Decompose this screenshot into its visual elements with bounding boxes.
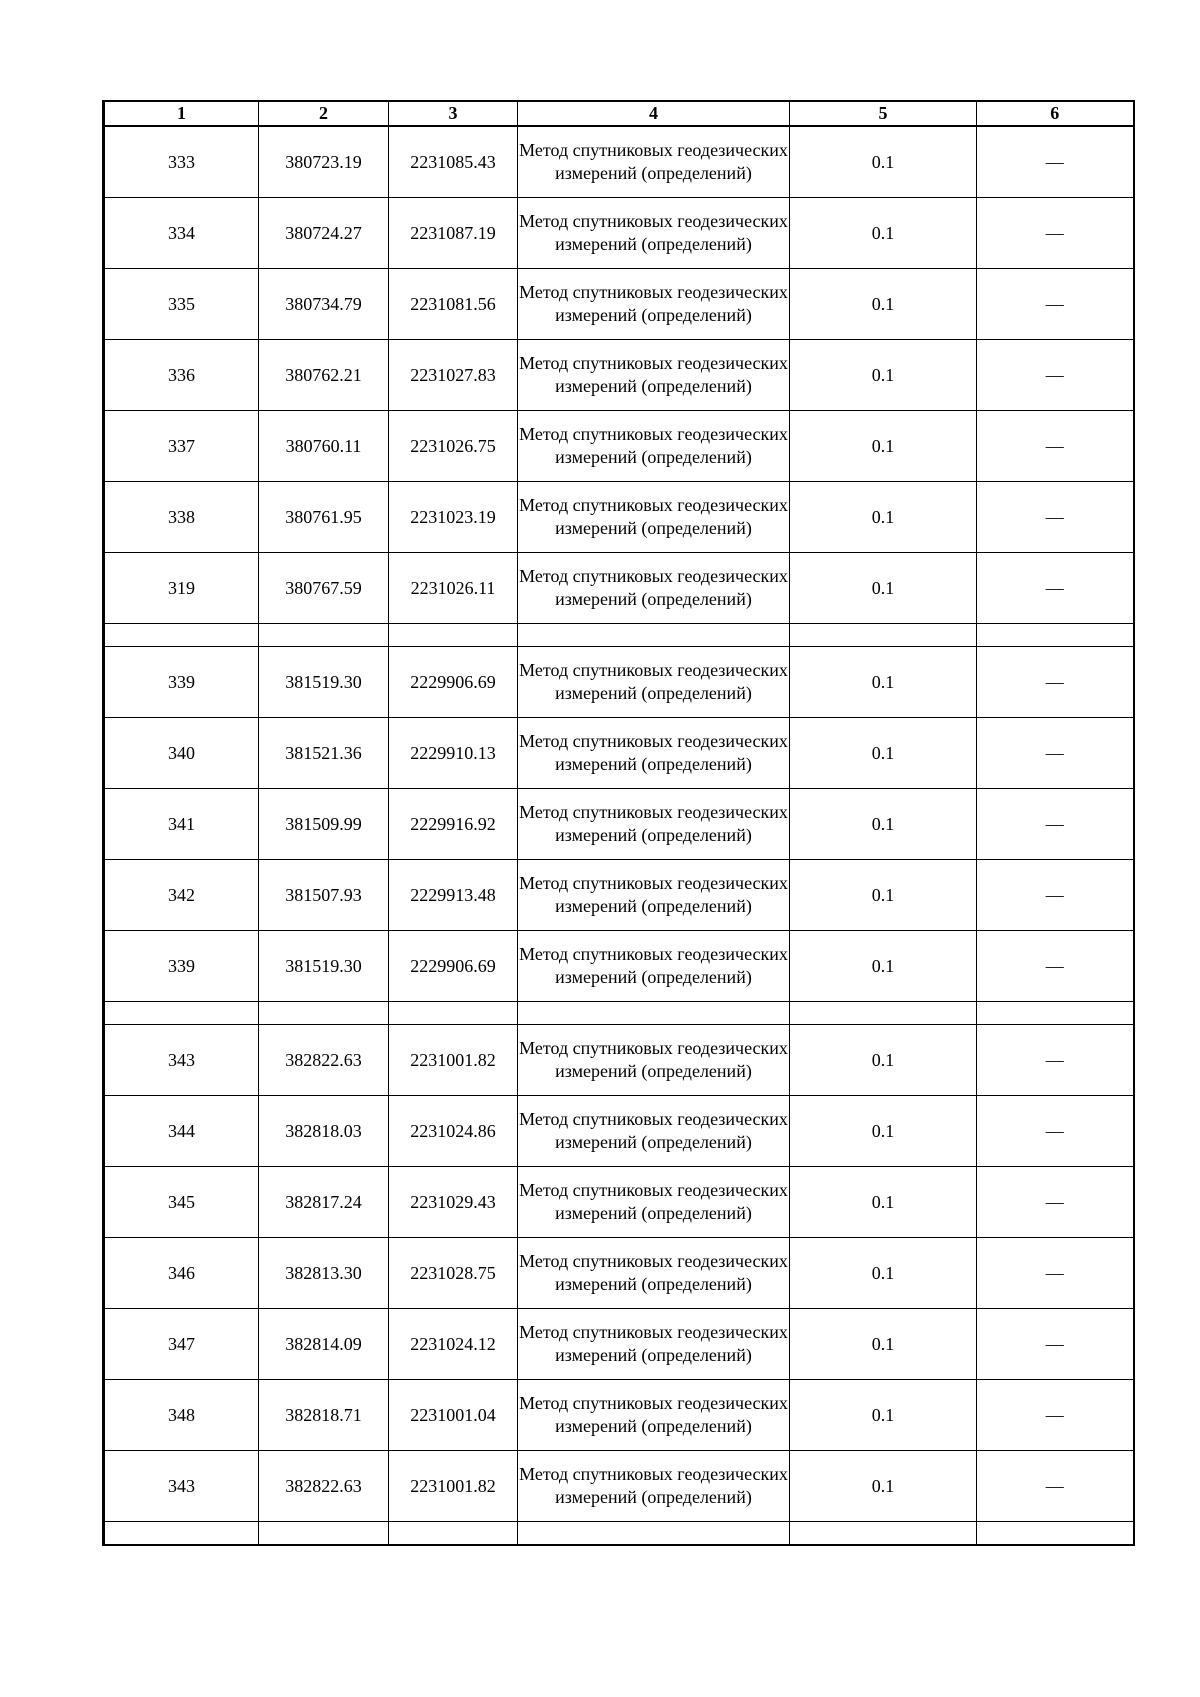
note-cell: — [977,1238,1134,1309]
accuracy-cell: 0.1 [790,553,977,624]
note-cell: — [977,198,1134,269]
y-coordinate-cell: 2231024.86 [389,1096,518,1167]
point-number-cell: 342 [104,860,259,931]
table-header [104,101,1134,126]
note-cell: — [977,340,1134,411]
coordinates-table [102,100,1135,1546]
point-number-cell: 339 [104,647,259,718]
accuracy-cell: 0.1 [790,1096,977,1167]
method-cell: Метод спутниковых геодезических измерений (определений) [518,482,790,553]
y-coordinate-cell: 2231087.19 [389,198,518,269]
table-row [104,269,1134,340]
x-coordinate-cell: 380723.19 [259,126,389,198]
point-number-cell: 338 [104,482,259,553]
accuracy-cell: 0.1 [790,269,977,340]
y-coordinate-cell: 2231026.11 [389,553,518,624]
table-row [104,860,1134,931]
note-cell: — [977,647,1134,718]
table-row [104,340,1134,411]
method-cell: Метод спутниковых геодезических измерений (определений) [518,860,790,931]
point-number-cell: 335 [104,269,259,340]
y-coordinate-cell: 2229916.92 [389,789,518,860]
x-coordinate-cell [259,1522,389,1546]
note-cell: — [977,1025,1134,1096]
x-coordinate-cell: 381509.99 [259,789,389,860]
x-coordinate-cell: 380760.11 [259,411,389,482]
x-coordinate-cell: 382822.63 [259,1451,389,1522]
header-row [104,101,1134,126]
method-cell [518,624,790,647]
note-cell [977,1002,1134,1025]
point-number-cell: 337 [104,411,259,482]
header-col-6: 6 [977,101,1134,126]
accuracy-cell: 0.1 [790,482,977,553]
header-col-4: 4 [518,101,790,126]
y-coordinate-cell: 2231001.82 [389,1451,518,1522]
x-coordinate-cell [259,624,389,647]
point-number-cell [104,1522,259,1546]
y-coordinate-cell: 2231001.04 [389,1380,518,1451]
x-coordinate-cell: 381507.93 [259,860,389,931]
accuracy-cell: 0.1 [790,1167,977,1238]
point-number-cell: 346 [104,1238,259,1309]
x-coordinate-cell: 380762.21 [259,340,389,411]
note-cell [977,624,1134,647]
note-cell: — [977,1451,1134,1522]
point-number-cell [104,624,259,647]
method-cell: Метод спутниковых геодезических измерений (определений) [518,789,790,860]
y-coordinate-cell: 2231028.75 [389,1238,518,1309]
y-coordinate-cell: 2231001.82 [389,1025,518,1096]
note-cell: — [977,931,1134,1002]
table-row [104,1167,1134,1238]
header-col-1: 1 [104,101,259,126]
accuracy-cell: 0.1 [790,1025,977,1096]
x-coordinate-cell: 381521.36 [259,718,389,789]
point-number-cell: 336 [104,340,259,411]
note-cell: — [977,789,1134,860]
note-cell: — [977,269,1134,340]
point-number-cell: 339 [104,931,259,1002]
y-coordinate-cell: 2231081.56 [389,269,518,340]
header-col-5: 5 [790,101,977,126]
accuracy-cell [790,1522,977,1546]
accuracy-cell [790,624,977,647]
point-number-cell: 341 [104,789,259,860]
y-coordinate-cell [389,1522,518,1546]
table-row [104,1096,1134,1167]
method-cell: Метод спутниковых геодезических измерений (определений) [518,1096,790,1167]
x-coordinate-cell: 380724.27 [259,198,389,269]
note-cell: — [977,1096,1134,1167]
point-number-cell: 319 [104,553,259,624]
y-coordinate-cell: 2229913.48 [389,860,518,931]
x-coordinate-cell: 382814.09 [259,1309,389,1380]
table-row [104,789,1134,860]
table-row [104,1380,1134,1451]
method-cell: Метод спутниковых геодезических измерений (определений) [518,1167,790,1238]
note-cell [977,1522,1134,1546]
accuracy-cell: 0.1 [790,1451,977,1522]
method-cell: Метод спутниковых геодезических измерений (определений) [518,553,790,624]
method-cell: Метод спутниковых геодезических измерений (определений) [518,1309,790,1380]
note-cell: — [977,482,1134,553]
accuracy-cell: 0.1 [790,647,977,718]
spacer-row [104,1522,1134,1546]
y-coordinate-cell: 2231085.43 [389,126,518,198]
method-cell: Метод спутниковых геодезических измерений (определений) [518,647,790,718]
table-row [104,1238,1134,1309]
y-coordinate-cell: 2231027.83 [389,340,518,411]
note-cell: — [977,860,1134,931]
x-coordinate-cell: 382818.03 [259,1096,389,1167]
y-coordinate-cell: 2231029.43 [389,1167,518,1238]
table-row [104,718,1134,789]
y-coordinate-cell: 2229910.13 [389,718,518,789]
method-cell: Метод спутниковых геодезических измерений (определений) [518,1380,790,1451]
method-cell: Метод спутниковых геодезических измерений (определений) [518,931,790,1002]
note-cell: — [977,411,1134,482]
method-cell [518,1002,790,1025]
accuracy-cell: 0.1 [790,789,977,860]
spacer-row [104,624,1134,647]
header-col-3: 3 [389,101,518,126]
method-cell: Метод спутниковых геодезических измерений (определений) [518,1451,790,1522]
y-coordinate-cell: 2231023.19 [389,482,518,553]
method-cell: Метод спутниковых геодезических измерений (определений) [518,1025,790,1096]
y-coordinate-cell: 2231024.12 [389,1309,518,1380]
point-number-cell: 333 [104,126,259,198]
table-row [104,126,1134,198]
table-row [104,1451,1134,1522]
note-cell: — [977,1380,1134,1451]
x-coordinate-cell: 381519.30 [259,647,389,718]
table-row [104,931,1134,1002]
method-cell: Метод спутниковых геодезических измерений (определений) [518,411,790,482]
table-row [104,647,1134,718]
x-coordinate-cell: 380761.95 [259,482,389,553]
note-cell: — [977,718,1134,789]
table-body [104,126,1134,1545]
accuracy-cell: 0.1 [790,1380,977,1451]
accuracy-cell: 0.1 [790,1309,977,1380]
accuracy-cell: 0.1 [790,411,977,482]
method-cell: Метод спутниковых геодезических измерений (определений) [518,126,790,198]
y-coordinate-cell: 2229906.69 [389,931,518,1002]
note-cell: — [977,126,1134,198]
header-col-2: 2 [259,101,389,126]
point-number-cell: 348 [104,1380,259,1451]
x-coordinate-cell: 380734.79 [259,269,389,340]
x-coordinate-cell: 382813.30 [259,1238,389,1309]
point-number-cell: 344 [104,1096,259,1167]
accuracy-cell: 0.1 [790,860,977,931]
point-number-cell [104,1002,259,1025]
accuracy-cell: 0.1 [790,126,977,198]
y-coordinate-cell: 2229906.69 [389,647,518,718]
accuracy-cell: 0.1 [790,198,977,269]
x-coordinate-cell [259,1002,389,1025]
x-coordinate-cell: 381519.30 [259,931,389,1002]
y-coordinate-cell [389,624,518,647]
point-number-cell: 334 [104,198,259,269]
accuracy-cell: 0.1 [790,931,977,1002]
table-row [104,198,1134,269]
y-coordinate-cell: 2231026.75 [389,411,518,482]
method-cell: Метод спутниковых геодезических измерений (определений) [518,269,790,340]
point-number-cell: 340 [104,718,259,789]
note-cell: — [977,553,1134,624]
x-coordinate-cell: 382822.63 [259,1025,389,1096]
table-row [104,1309,1134,1380]
point-number-cell: 347 [104,1309,259,1380]
x-coordinate-cell: 382818.71 [259,1380,389,1451]
x-coordinate-cell: 380767.59 [259,553,389,624]
method-cell: Метод спутниковых геодезических измерений (определений) [518,1238,790,1309]
accuracy-cell: 0.1 [790,1238,977,1309]
accuracy-cell [790,1002,977,1025]
table-row [104,482,1134,553]
table-row [104,553,1134,624]
x-coordinate-cell: 382817.24 [259,1167,389,1238]
point-number-cell: 343 [104,1451,259,1522]
accuracy-cell: 0.1 [790,718,977,789]
table-row [104,1025,1134,1096]
point-number-cell: 345 [104,1167,259,1238]
point-number-cell: 343 [104,1025,259,1096]
method-cell: Метод спутниковых геодезических измерений (определений) [518,198,790,269]
method-cell: Метод спутниковых геодезических измерений (определений) [518,340,790,411]
method-cell: Метод спутниковых геодезических измерений (определений) [518,718,790,789]
table-row [104,411,1134,482]
method-cell [518,1522,790,1546]
note-cell: — [977,1167,1134,1238]
note-cell: — [977,1309,1134,1380]
spacer-row [104,1002,1134,1025]
accuracy-cell: 0.1 [790,340,977,411]
y-coordinate-cell [389,1002,518,1025]
